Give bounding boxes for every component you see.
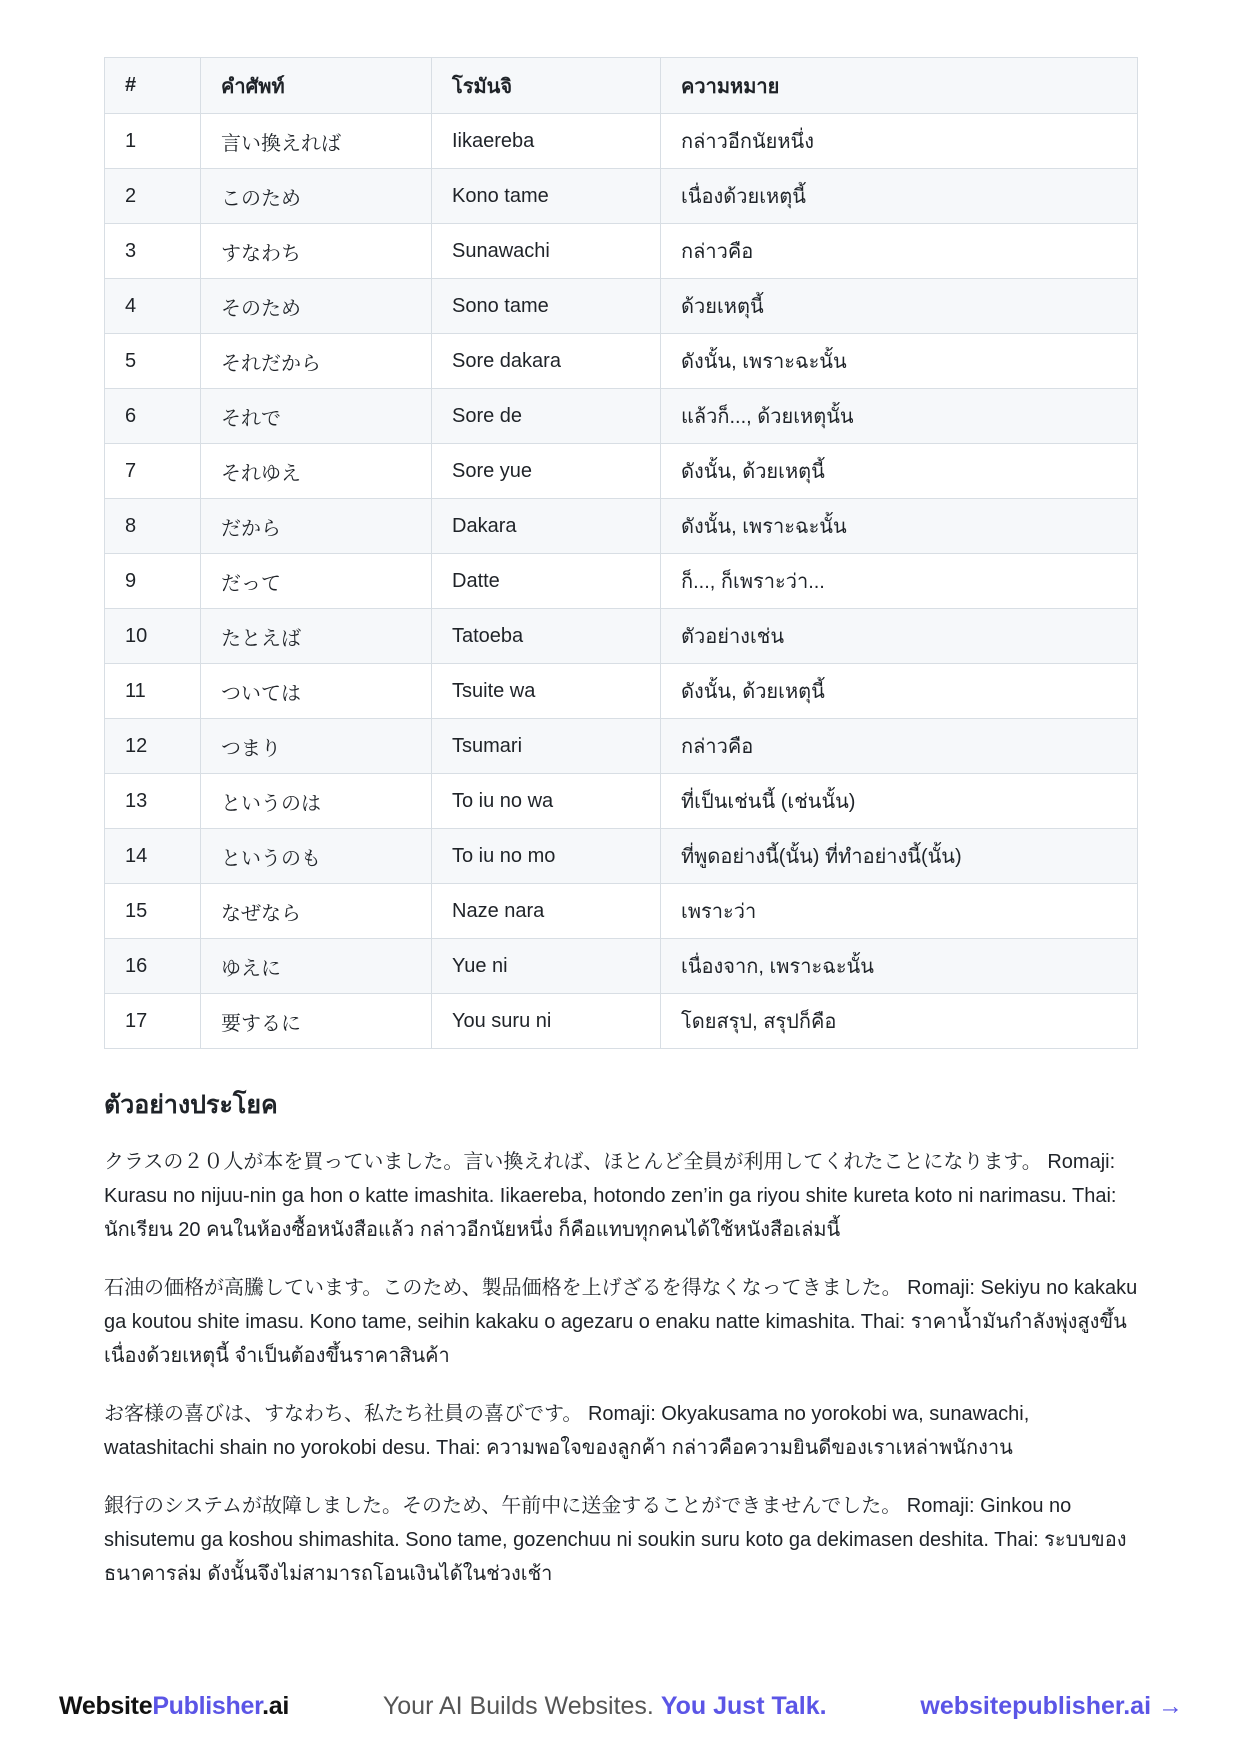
meaning-cell: ก็..., ก็เพราะว่า...	[661, 554, 1138, 609]
row-number: 4	[105, 279, 201, 334]
vocabulary-cell: それゆえ	[201, 444, 432, 499]
romaji-cell: Dakara	[432, 499, 661, 554]
tagline-text: Your AI Builds Websites.	[382, 1691, 654, 1720]
example-paragraph: お客様の喜びは、すなわち、私たち社員の喜びです。 Romaji: Okyakusama no yorokobi wa, sunawachi, watashitachi shain no yorokobi desu. Thai: ความพอใจของลูกค้า กล่าวคือความยินดีของเราเหล่าพนักงาน	[104, 1403, 1030, 1459]
row-number: 7	[105, 444, 201, 499]
romaji-cell: Tatoeba	[432, 609, 661, 664]
brand-logo[interactable]	[59, 1692, 289, 1721]
row-number: 11	[105, 664, 201, 719]
brand-text-publisher: Publisher	[152, 1691, 263, 1720]
romaji-cell: You suru ni	[432, 994, 661, 1049]
meaning-cell: กล่าวคือ	[661, 224, 1138, 279]
table-row	[105, 994, 1138, 1049]
table-row	[105, 279, 1138, 334]
row-number: 3	[105, 224, 201, 279]
vocabulary-cell: だって	[201, 554, 432, 609]
table-row	[105, 884, 1138, 939]
row-number: 12	[105, 719, 201, 774]
page-content	[104, 57, 1138, 1615]
vocabulary-cell: たとえば	[201, 609, 432, 664]
meaning-cell: กล่าวคือ	[661, 719, 1138, 774]
meaning-cell: แล้วก็..., ด้วยเหตุนั้น	[661, 389, 1138, 444]
romaji-cell: Iikaereba	[432, 114, 661, 169]
meaning-cell: ด้วยเหตุนี้	[661, 279, 1138, 334]
row-number: 16	[105, 939, 201, 994]
vocabulary-table-body	[105, 114, 1138, 1049]
example-sentences	[104, 1145, 1138, 1591]
romaji-cell: Tsuite wa	[432, 664, 661, 719]
row-number: 5	[105, 334, 201, 389]
website-link[interactable]: websitepublisher.ai →	[920, 1691, 1183, 1720]
romaji-cell: To iu no wa	[432, 774, 661, 829]
romaji-cell: Yue ni	[432, 939, 661, 994]
example-paragraph: 石油の価格が高騰しています。このため、製品価格を上げざるを得なくなってきました。 Romaji: Sekiyu no kakaku ga koutou shite imasu. Kono tame, seihin kakaku o agezaru o enaku natte kimashita. Thai: ราคาน้ำมันกำลังพุ่งสูงขึ้น เนื่องด้วยเหตุนี้ จำเป็นต้องขึ้นราคาสินค้า	[104, 1277, 1138, 1367]
row-number: 17	[105, 994, 201, 1049]
romaji-cell: Naze nara	[432, 884, 661, 939]
tagline-accent-text: You Just Talk.	[660, 1691, 827, 1720]
example-paragraph: クラスの２０人が本を買っていました。言い換えれば、ほとんど全員が利用してくれたことになります。 Romaji: Kurasu no nijuu-nin ga hon o katte imashita. Iikaereba, hotondo zen’in ga riyou shite kureta koto ni narimasu. Thai: นักเรียน 20 คนในห้องซื้อหนังสือแล้ว กล่าวอีกนัยหนึ่ง ก็คือแทบทุกคนได้ใช้หนังสือเล่มนี้	[104, 1151, 1117, 1241]
table-row	[105, 664, 1138, 719]
meaning-cell: โดยสรุป, สรุปก็คือ	[661, 994, 1138, 1049]
table-row	[105, 829, 1138, 884]
vocabulary-cell: それだから	[201, 334, 432, 389]
row-number: 1	[105, 114, 201, 169]
table-row	[105, 334, 1138, 389]
examples-heading: ตัวอย่างประโยค	[104, 1091, 278, 1119]
example-paragraph: 銀行のシステムが故障しました。そのため、午前中に送金することができませんでした。 Romaji: Ginkou no shisutemu ga koshou shimashita. Sono tame, gozenchuu ni soukin suru koto ga dekimasen deshita. Thai: ระบบของธนาคารล่ม ดังนั้นจึงไม่สามารถโอนเงินได้ในช่วงเช้า	[104, 1495, 1127, 1585]
vocabulary-cell: つまり	[201, 719, 432, 774]
row-number: 6	[105, 389, 201, 444]
row-number: 9	[105, 554, 201, 609]
vocabulary-cell: すなわち	[201, 224, 432, 279]
header-meaning: ความหมาย	[661, 58, 1138, 114]
table-row	[105, 169, 1138, 224]
romaji-cell: Tsumari	[432, 719, 661, 774]
meaning-cell: กล่าวอีกนัยหนึ่ง	[661, 114, 1138, 169]
brand-text-website: Website	[59, 1691, 153, 1720]
vocabulary-cell: だから	[201, 499, 432, 554]
table-header-row	[105, 58, 1138, 114]
meaning-cell: ตัวอย่างเช่น	[661, 609, 1138, 664]
meaning-cell: เนื่องจาก, เพราะฉะนั้น	[661, 939, 1138, 994]
vocabulary-cell: 要するに	[201, 994, 432, 1049]
table-row	[105, 499, 1138, 554]
row-number: 13	[105, 774, 201, 829]
romaji-cell: Sunawachi	[432, 224, 661, 279]
table-row	[105, 719, 1138, 774]
row-number: 10	[105, 609, 201, 664]
table-row	[105, 939, 1138, 994]
row-number: 8	[105, 499, 201, 554]
romaji-cell: Sore de	[432, 389, 661, 444]
table-row	[105, 389, 1138, 444]
table-row	[105, 609, 1138, 664]
vocabulary-cell: ついては	[201, 664, 432, 719]
header-vocabulary: คำศัพท์	[201, 58, 432, 114]
vocabulary-cell: 言い換えれば	[201, 114, 432, 169]
table-row	[105, 224, 1138, 279]
vocabulary-cell: というのも	[201, 829, 432, 884]
meaning-cell: เพราะว่า	[661, 884, 1138, 939]
vocabulary-cell: なぜなら	[201, 884, 432, 939]
meaning-cell: เนื่องด้วยเหตุนี้	[661, 169, 1138, 224]
romaji-cell: Kono tame	[432, 169, 661, 224]
header-romaji: โรมันจิ	[432, 58, 661, 114]
vocabulary-cell: というのは	[201, 774, 432, 829]
table-row	[105, 114, 1138, 169]
meaning-cell: ที่เป็นเช่นนี้ (เช่นนั้น)	[661, 774, 1138, 829]
row-number: 2	[105, 169, 201, 224]
romaji-cell: Sono tame	[432, 279, 661, 334]
meaning-cell: ดังนั้น, ด้วยเหตุนี้	[661, 664, 1138, 719]
vocabulary-cell: そのため	[201, 279, 432, 334]
romaji-cell: Sore dakara	[432, 334, 661, 389]
table-row	[105, 774, 1138, 829]
romaji-cell: Sore yue	[432, 444, 661, 499]
header-number: #	[105, 58, 201, 114]
table-row	[105, 554, 1138, 609]
brand-text-ai: .ai	[262, 1691, 290, 1720]
footer	[59, 1686, 1183, 1726]
romaji-cell: Datte	[432, 554, 661, 609]
vocabulary-cell: ゆえに	[201, 939, 432, 994]
row-number: 15	[105, 884, 201, 939]
vocabulary-cell: このため	[201, 169, 432, 224]
tagline	[383, 1692, 827, 1721]
vocabulary-cell: それで	[201, 389, 432, 444]
meaning-cell: ที่พูดอย่างนี้(นั้น) ที่ทำอย่างนี้(นั้น)	[661, 829, 1138, 884]
meaning-cell: ดังนั้น, เพราะฉะนั้น	[661, 334, 1138, 389]
meaning-cell: ดังนั้น, ด้วยเหตุนี้	[661, 444, 1138, 499]
row-number: 14	[105, 829, 201, 884]
vocabulary-table	[104, 57, 1138, 1049]
table-row	[105, 444, 1138, 499]
romaji-cell: To iu no mo	[432, 829, 661, 884]
meaning-cell: ดังนั้น, เพราะฉะนั้น	[661, 499, 1138, 554]
